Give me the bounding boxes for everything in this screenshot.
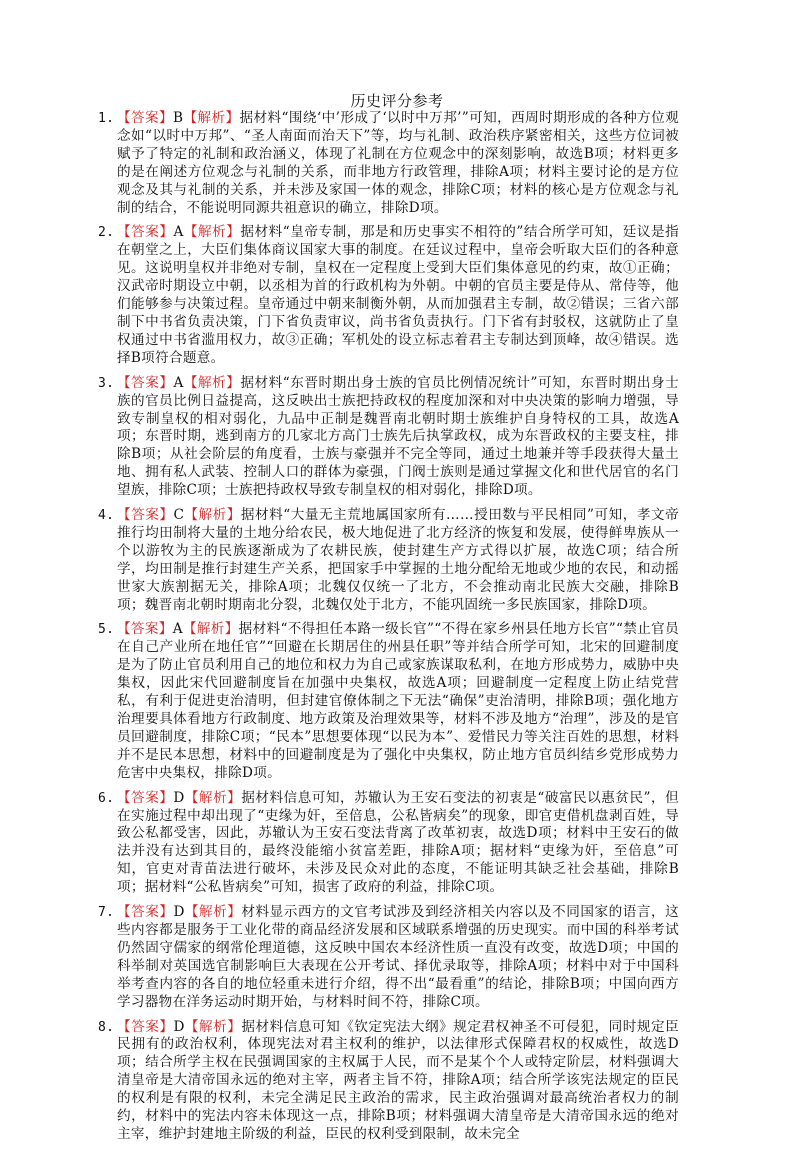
answer-letter: B <box>173 110 184 126</box>
item-number: 6. <box>98 790 115 806</box>
answer-letter: C <box>173 507 185 524</box>
analysis-text: 据材料信息可知《钦定宪法大纲》规定君权神圣不可侵犯，同时规定臣民拥有的政治权利，体现宪法对君主权利的维护，以法律形式保障君权的权威性，故选D项；结合所学主权在民强调国家的主权属于人民，而不是某个个人或特定阶层，材料强调大清皇帝是大清帝国永远的绝对主宰，两者主旨不符，排除A项；结合所学该宪法规定的臣民的权利是有限的权利，未完全满足民主政治的需求，民主政治强调对最高统治者权力的制约，材料中的宪法内容未体现这一点，排除B项；材料强调大清皇帝是大清帝国永远的绝对主宰，维护封建地主阶级的利益，臣民的权利受到限制，故未完全 <box>117 1018 679 1142</box>
item-number: 4. <box>98 508 115 524</box>
item-number: 7. <box>98 905 115 921</box>
item-number: 2. <box>98 225 115 241</box>
answer-tag: 【答案】 <box>117 374 174 391</box>
analysis-text: 据材料“围绕‘中’形成了‘以时中万邦’”可知，西周时期形成的各种方位观念如“以时中万邦”、“圣人南面而治天下”等，均与礼制、政治秩序紧密相关，这些方位词被赋予了特定的礼制和政治涵义，体现了礼制在方位观念中的深刻影响，故选B项；材料更多的是在阐述方位观念与礼制的关系，而非地方行政管理，排除A项；材料主要讨论的是方位观念及其与礼制的关系，并未涉及家国一体的观念，排除C项；材料的核心是方位观念与礼制的结合，不能说明同源共祖意识的确立，排除D项。 <box>117 110 680 216</box>
answer-letter: D <box>173 789 185 806</box>
answer-item <box>98 904 679 1011</box>
analysis-tag: 【解析】 <box>184 507 241 524</box>
analysis-tag: 【解析】 <box>182 621 239 638</box>
answer-letter: A <box>173 224 184 241</box>
analysis-text: 据材料“不得担任本路一级长官”“不得在家乡州县任地方长官”“禁止官员在自己产业所在地任官”“回避在长期居住的州县任职”等并结合所学可知，北宋的回避制度是为了防止官员利用自己的地位和权力为自己或家族谋取私利，在地方形成势力，威胁中央集权，因此宋代回避制度旨在加强中央集权，故选A项；回避制度一定程度上防止结党营私，有利于促进吏治清明，但封建官僚体制之下无法“确保”吏治清明，排除B项；强化地方治理要具体看地方行政制度、地方政策及治理效果等，材料不涉及地方“治理”，涉及的是官员回避制度，排除C项；“民本”思想要体现“以民为本”、爱惜民力等关注百姓的思想，材料并不是民本思想，材料中的回避制度是为了强化中央集权，防止地方官员纠结乡党形成势力危害中央集权，排除D项。 <box>117 621 680 781</box>
item-number: 1. <box>98 111 115 126</box>
answer-item <box>98 1018 679 1144</box>
answer-item <box>98 224 680 367</box>
answer-item <box>98 374 680 500</box>
answer-letter: A <box>173 374 184 391</box>
answer-tag: 【答案】 <box>117 789 174 806</box>
answer-list <box>98 110 680 1151</box>
analysis-text: 材料显示西方的文官考试涉及到经济相关内容以及不同国家的语言，这些内容都是服务于工业化带的商品经济发展和区域联系增强的历史现实。而中国的科举考试仍然固守儒家的纲常伦理道德，这反映中国农本经济性质一直没有改变，故选D项；中国的科举制对英国选官制影响巨大表现在公开考试、择优录取等，排除A项；材料中对于中国科举考查内容的各自的地位轻重未进行介绍，得不出“最看重”的结论，排除B项；中国向西方学习器物在洋务运动时期开始，与材料时间不符，排除C项。 <box>117 904 679 1010</box>
answer-letter: D <box>173 904 185 921</box>
analysis-tag: 【解析】 <box>183 224 241 241</box>
answer-tag: 【答案】 <box>117 904 174 921</box>
answer-tag: 【答案】 <box>117 1018 174 1035</box>
item-number: 3. <box>98 375 115 391</box>
answer-item <box>98 110 680 217</box>
page-title: 历史评分参考 <box>350 92 444 110</box>
analysis-text: 据材料“皇帝专制，那是和历史事实不相符的”结合所学可知，廷议是指在朝堂之上，大臣们集体商议国家大事的制度。在廷议过程中，皇帝会听取大臣们的各种意见。这说明皇权并非绝对专制，皇权在一定程度上受到大臣们集体意见的约束，故①正确；汉武帝时期设立中朝，以丞相为首的行政机构为外朝。中朝的官员主要是侍从、常侍等，他们能够参与决策过程。皇帝通过中朝来制衡外朝，从而加强君主专制，故②错误；三省六部制下中书省负责决策，门下省负责审议，尚书省负责执行。门下省有封驳权，这就防止了皇权通过中书省滥用权力，故③正确；军机处的设立标志着君主专制达到顶峰，故④错误。选择B项符合题意。 <box>117 224 680 366</box>
answer-letter: D <box>173 1018 185 1035</box>
answer-item <box>98 789 680 897</box>
answer-tag: 【答案】 <box>117 224 174 241</box>
item-number: 8. <box>98 1019 115 1035</box>
item-number: 5. <box>98 622 115 638</box>
analysis-tag: 【解析】 <box>183 374 241 391</box>
analysis-text: 据材料信息可知，苏辙认为王安石变法的初衷是“破富民以惠贫民”，但在实施过程中却出现了“吏缘为奸，至倍息，公私皆病矣”的现象，即官吏借机盘剥百姓，导致公私都受害，因此，苏辙认为王安石变法背离了改革初衷，故选D项；材料中王安石的做法并没有达到其目的，最终没能缩小贫富差距，排除A项；据材料“吏缘为奸，至倍息”可知，官吏对青苗法进行破坏，未涉及民众对此的态度，不能证明其缺乏社会基础，排除B项；据材料“公私皆病矣”可知，损害了政府的利益，排除C项。 <box>117 789 680 896</box>
analysis-tag: 【解析】 <box>184 1018 242 1035</box>
analysis-tag: 【解析】 <box>183 110 240 126</box>
answer-item <box>98 621 680 782</box>
answer-tag: 【答案】 <box>117 621 173 638</box>
analysis-text: 据材料“大量无主荒地属国家所有……授田数与平民相同”可知，孝文帝推行均田制将大量的土地分给农民，极大地促进了北方经济的恢复和发展，使得鲜卑族从一个以游牧为主的民族逐渐成为了农耕民族，使封建生产方式得以扩展，故选C项；结合所学，均田制是推行封建生产关系，把国家手中掌握的土地分配给无地或少地的农民，和动摇世家大族割据无关，排除A项；北魏仅仅统一了北方，不会推动南北民族大交融，排除B项；魏晋南北朝时期南北分裂，北魏仅处于北方，不能巩固统一多民族国家，排除D项。 <box>117 507 680 613</box>
answer-tag: 【答案】 <box>117 110 174 126</box>
answer-item <box>98 507 680 614</box>
answer-letter: A <box>172 621 183 638</box>
answer-tag: 【答案】 <box>117 507 174 524</box>
analysis-text: 据材料“东晋时期出身士族的官员比例情况统计”可知，东晋时期出身士族的官员比例日益提高，这反映出士族把持政权的程度加深和对中央决策的影响力增强，导致专制皇权的相对弱化，九品中正制是魏晋南北朝时期士族维护自身特权的工具，故选A项；东晋时期，逃到南方的几家北方高门士族先后执掌政权，成为东晋政权的主要支柱，排除B项；从社会阶层的角度看，士族与豪强并不完全等同，通过土地兼并等手段获得大量土地、拥有私人武装、控制人口的群体为豪强，门阀士族则是通过掌握文化和世代居官的名门望族，排除C项；士族把持政权导致专制皇权的相对弱化，排除D项。 <box>117 374 680 499</box>
analysis-tag: 【解析】 <box>184 904 242 921</box>
analysis-tag: 【解析】 <box>184 789 242 806</box>
